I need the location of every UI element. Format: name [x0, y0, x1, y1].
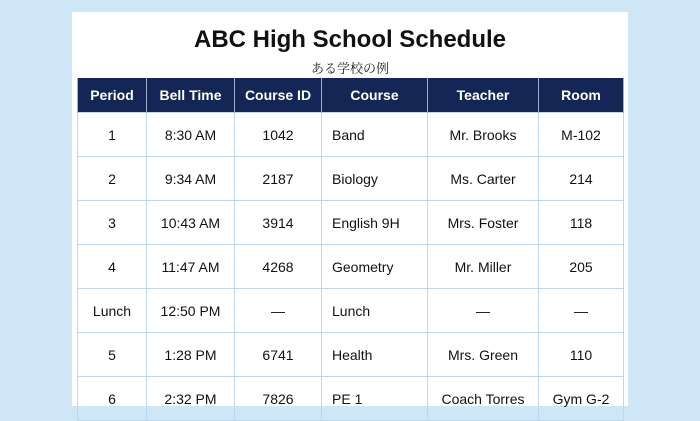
course-cell: Lunch [322, 289, 428, 333]
period-cell: 6 [78, 377, 147, 421]
table-header-row [78, 78, 624, 113]
table-row [78, 333, 624, 377]
teacher-cell: Coach Torres [428, 377, 539, 421]
column-header-course-id: Course ID [235, 78, 322, 113]
teacher-cell: Mrs. Foster [428, 201, 539, 245]
table-row [78, 157, 624, 201]
table-row [78, 113, 624, 157]
column-header-bell-time: Bell Time [147, 78, 235, 113]
bell-time-cell: 1:28 PM [147, 333, 235, 377]
room-cell: 110 [539, 333, 624, 377]
teacher-cell: Mr. Brooks [428, 113, 539, 157]
period-cell: 1 [78, 113, 147, 157]
course-cell: Health [322, 333, 428, 377]
column-header-course: Course [322, 78, 428, 113]
course-cell: English 9H [322, 201, 428, 245]
schedule-card [72, 12, 628, 406]
course-cell: Biology [322, 157, 428, 201]
teacher-cell: Ms. Carter [428, 157, 539, 201]
course-id-cell: — [235, 289, 322, 333]
bell-time-cell: 2:32 PM [147, 377, 235, 421]
period-cell: Lunch [78, 289, 147, 333]
table-row [78, 201, 624, 245]
course-id-cell: 1042 [235, 113, 322, 157]
bell-time-cell: 8:30 AM [147, 113, 235, 157]
table-row [78, 289, 624, 333]
period-cell: 2 [78, 157, 147, 201]
schedule-table [77, 78, 624, 421]
room-cell: Gym G-2 [539, 377, 624, 421]
bell-time-cell: 12:50 PM [147, 289, 235, 333]
period-cell: 5 [78, 333, 147, 377]
course-id-cell: 4268 [235, 245, 322, 289]
column-header-teacher: Teacher [428, 78, 539, 113]
course-id-cell: 2187 [235, 157, 322, 201]
course-cell: PE 1 [322, 377, 428, 421]
room-cell: 214 [539, 157, 624, 201]
course-id-cell: 6741 [235, 333, 322, 377]
period-cell: 3 [78, 201, 147, 245]
table-row [78, 245, 624, 289]
column-header-room: Room [539, 78, 624, 113]
course-cell: Geometry [322, 245, 428, 289]
teacher-cell: — [428, 289, 539, 333]
course-cell: Band [322, 113, 428, 157]
course-id-cell: 3914 [235, 201, 322, 245]
teacher-cell: Mrs. Green [428, 333, 539, 377]
page-title: ABC High School Schedule [193, 26, 507, 53]
room-cell: 118 [539, 201, 624, 245]
teacher-cell: Mr. Miller [428, 245, 539, 289]
bell-time-cell: 11:47 AM [147, 245, 235, 289]
table-row [78, 377, 624, 421]
room-cell: — [539, 289, 624, 333]
course-id-cell: 7826 [235, 377, 322, 421]
bell-time-cell: 9:34 AM [147, 157, 235, 201]
bell-time-cell: 10:43 AM [147, 201, 235, 245]
column-header-period: Period [78, 78, 147, 113]
room-cell: M-102 [539, 113, 624, 157]
room-cell: 205 [539, 245, 624, 289]
period-cell: 4 [78, 245, 147, 289]
page-subtitle: ある学校の例 [310, 61, 389, 76]
